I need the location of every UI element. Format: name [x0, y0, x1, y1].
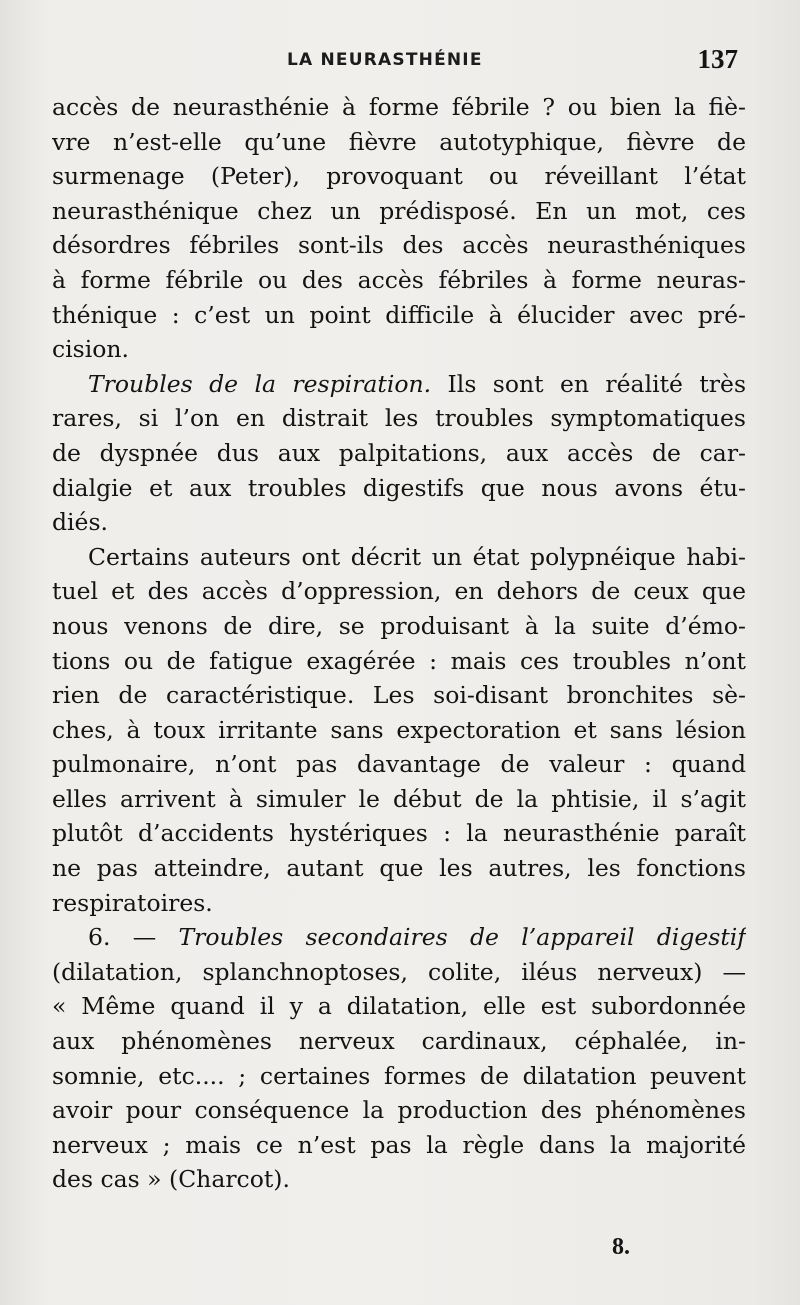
section-heading-digestif: Troubles secondaires de l’appareil digestif [178, 923, 746, 952]
text-line: accès de neurasthénie à forme fébrile ? ou bien la fiè- [52, 93, 746, 121]
text-line: nous venons de dire, se produisant à la suite d’émo- [52, 611, 746, 640]
text-line: tions ou de fatigue exagérée : mais ces troubles n’ont [52, 646, 746, 675]
text-line: pulmonaire, n’ont pas davantage de valeur : quand [52, 750, 746, 779]
text-line: cision. [52, 335, 130, 364]
text-line: « Même quand il y a dilatation, elle est subordonnée [52, 992, 746, 1021]
body-text [52, 90, 746, 1197]
text-line: tuel et des accès d’oppression, en dehors de ceux que [52, 577, 746, 606]
text-line: respiratoires. [52, 888, 213, 917]
section-heading-line [52, 920, 746, 955]
text-line: de dyspnée dus aux palpitations, aux accès de car- [52, 438, 746, 467]
text-line: des cas » (Charcot). [52, 1165, 290, 1194]
section-heading-line [52, 367, 746, 402]
running-title: LA NEURASTHÉNIE [287, 50, 483, 70]
running-head [0, 44, 800, 78]
section-number: 6. — [88, 923, 179, 952]
page-number: 137 [697, 44, 738, 74]
text-line: rien de caractéristique. Les soi-disant bronchites sè- [52, 681, 746, 710]
text-line: aux phénomènes nerveux cardinaux, céphalée, in- [52, 1027, 746, 1056]
text-line-rest: Ils sont en réalité très [431, 369, 746, 398]
text-line: ches, à toux irritante sans expectoration et sans lésion [52, 715, 746, 744]
text-line: surmenage (Peter), provoquant ou réveillant l’état [52, 162, 746, 191]
text-line: plutôt d’accidents hystériques : la neurasthénie paraît [52, 819, 746, 848]
section-heading-respiration: Troubles de la respiration. [88, 369, 432, 398]
text-line: vre n’est-elle qu’une fièvre autotyphique, fièvre de [52, 127, 746, 156]
text-line: (dilatation, splanchnoptoses, colite, iléus nerveux) — [52, 957, 746, 986]
text-line: avoir pour conséquence la production des phénomènes [52, 1096, 746, 1125]
text-line: neurasthénique chez un prédisposé. En un mot, ces [52, 196, 746, 225]
text-line: désordres fébriles sont-ils des accès neurasthéniques [52, 231, 746, 260]
text-line: rares, si l’on en distrait les troubles symptomatiques [52, 404, 746, 433]
text-line: somnie, etc.... ; certaines formes de dilatation peuvent [52, 1061, 746, 1090]
text-line: elles arrivent à simuler le début de la phtisie, il s’agit [52, 784, 746, 813]
text-line: nerveux ; mais ce n’est pas la règle dans la majorité [52, 1130, 746, 1159]
text-line: dialgie et aux troubles digestifs que nous avons étu- [52, 473, 746, 502]
signature-mark: 8. [612, 1234, 630, 1260]
text-line: thénique : c’est un point difficile à élucider avec pré- [52, 300, 746, 329]
text-line: à forme fébrile ou des accès fébriles à forme neuras- [52, 265, 746, 294]
text-line: Certains auteurs ont décrit un état polypnéique habi- [88, 542, 746, 571]
text-line: ne pas atteindre, autant que les autres, les fonctions [52, 854, 746, 883]
text-line: diés. [52, 508, 108, 537]
